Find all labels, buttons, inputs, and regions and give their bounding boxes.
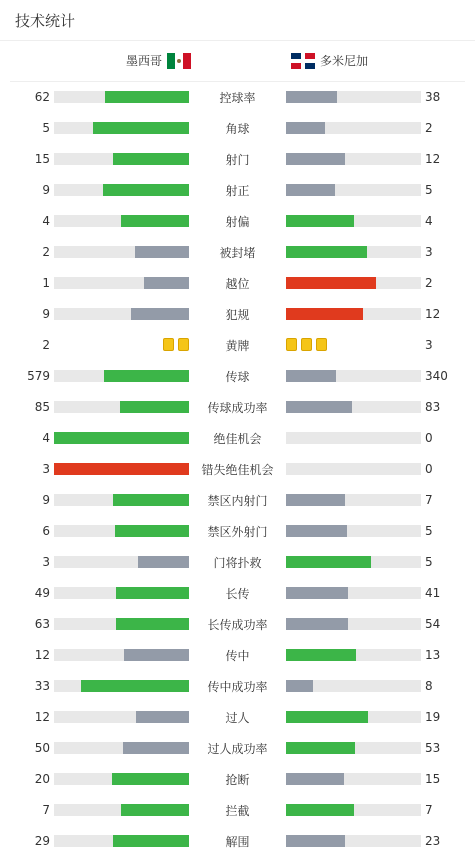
home-value: 12: [34, 648, 50, 662]
home-bar-track: [54, 91, 189, 103]
page-title: 技术统计: [15, 12, 76, 30]
home-bar-fill: [124, 649, 189, 661]
away-bar-track: [286, 494, 421, 506]
stat-label: 犯规: [225, 308, 250, 322]
stat-label: 拦截: [225, 804, 250, 818]
away-value: 5: [425, 524, 433, 538]
away-bar-fill: [286, 215, 354, 227]
away-bar-track: [286, 122, 421, 134]
away-value: 0: [425, 462, 433, 476]
stat-row: [0, 299, 475, 330]
stat-row: [0, 578, 475, 609]
home-bar-track: [54, 525, 189, 537]
away-bar-track: [286, 680, 421, 692]
away-bar-track: [286, 525, 421, 537]
home-value: 63: [34, 617, 50, 631]
stat-label: 越位: [225, 277, 250, 291]
away-bar-track: [286, 742, 421, 754]
away-value: 54: [425, 617, 441, 631]
stat-label: 射偏: [225, 215, 250, 229]
yellow-card-icon: [178, 338, 189, 351]
away-value: 340: [425, 369, 448, 383]
stat-row: [0, 764, 475, 795]
home-bar-track: [54, 587, 189, 599]
home-value: 62: [34, 90, 50, 104]
home-bar-fill: [123, 742, 189, 754]
away-bar-track: [286, 773, 421, 785]
yellow-card-icon: [301, 338, 312, 351]
home-value: 12: [34, 710, 50, 724]
stat-row: [0, 237, 475, 268]
away-value: 5: [425, 555, 433, 569]
home-bar-track: [54, 308, 189, 320]
stat-label: 长传成功率: [207, 618, 268, 632]
away-bar-track: [286, 587, 421, 599]
stat-row: [0, 516, 475, 547]
away-value: 2: [425, 276, 433, 290]
stat-row: [0, 640, 475, 671]
home-bar-track: [54, 835, 189, 847]
yellow-card-icon: [316, 338, 327, 351]
stat-label: 射门: [225, 153, 250, 167]
yellow-card-icon: [163, 338, 174, 351]
away-value: 4: [425, 214, 433, 228]
home-bar-fill: [54, 432, 189, 444]
away-value: 13: [425, 648, 441, 662]
away-value: 41: [425, 586, 441, 600]
home-bar-fill: [131, 308, 189, 320]
away-bar-track: [286, 804, 421, 816]
dominican-republic-flag-icon: [291, 53, 315, 69]
away-bar-fill: [286, 153, 345, 165]
stat-label: 黄牌: [225, 339, 250, 353]
home-bar-track: [54, 618, 189, 630]
stat-row: [0, 671, 475, 702]
stat-row: [0, 113, 475, 144]
stat-label: 被封堵: [219, 246, 256, 260]
home-bar-fill: [104, 370, 189, 382]
home-bar-fill: [54, 463, 189, 475]
away-bar-fill: [286, 525, 347, 537]
away-bar-track: [286, 370, 421, 382]
home-value: 2: [42, 338, 50, 352]
away-bar-track: [286, 277, 421, 289]
away-bar-track: [286, 91, 421, 103]
away-bar-fill: [286, 246, 367, 258]
away-bar-fill: [286, 649, 356, 661]
away-bar-track: [286, 711, 421, 723]
home-bar-track: [54, 432, 189, 444]
home-bar-fill: [138, 556, 189, 568]
stat-label: 射正: [225, 184, 250, 198]
stat-row: [0, 423, 475, 454]
away-bar-track: [286, 432, 421, 444]
stat-row: [0, 733, 475, 764]
home-value: 29: [34, 834, 50, 848]
away-value: 12: [425, 307, 441, 321]
yellow-card-icon: [286, 338, 297, 351]
away-bar-fill: [286, 773, 344, 785]
home-value: 33: [34, 679, 50, 693]
home-value: 5: [42, 121, 50, 135]
home-bar-fill: [113, 153, 189, 165]
home-bar-track: [54, 773, 189, 785]
home-team-name: 墨西哥: [126, 54, 163, 68]
home-bar-fill: [136, 711, 189, 723]
home-bar-track: [54, 556, 189, 568]
away-value: 19: [425, 710, 441, 724]
home-value: 20: [34, 772, 50, 786]
home-value: 50: [34, 741, 50, 755]
home-value: 3: [42, 462, 50, 476]
home-bar-fill: [144, 277, 189, 289]
home-bar-track: [54, 122, 189, 134]
stat-label: 角球: [225, 122, 250, 136]
stat-label: 控球率: [219, 91, 256, 105]
stat-label: 错失绝佳机会: [201, 463, 274, 477]
home-bar-fill: [135, 246, 189, 258]
home-bar-track: [54, 246, 189, 258]
home-bar-track: [54, 153, 189, 165]
home-bar-track: [54, 711, 189, 723]
home-value: 3: [42, 555, 50, 569]
away-bar-fill: [286, 370, 336, 382]
mexico-flag-icon: [167, 53, 191, 69]
away-bar-track: [286, 649, 421, 661]
home-value: 2: [42, 245, 50, 259]
away-bar-fill: [286, 618, 348, 630]
home-value: 1: [42, 276, 50, 290]
home-bar-track: [54, 804, 189, 816]
away-bar-track: [286, 835, 421, 847]
home-bar-fill: [93, 122, 189, 134]
away-bar-fill: [286, 556, 371, 568]
away-bar-fill: [286, 122, 325, 134]
home-bar-fill: [112, 773, 189, 785]
home-value: 579: [27, 369, 50, 383]
away-value: 7: [425, 493, 433, 507]
home-value: 9: [42, 493, 50, 507]
away-bar-fill: [286, 401, 352, 413]
home-yellow-cards: [163, 338, 189, 351]
away-bar-fill: [286, 587, 348, 599]
away-value: 53: [425, 741, 441, 755]
away-bar-track: [286, 153, 421, 165]
away-value: 2: [425, 121, 433, 135]
stat-row: [0, 454, 475, 485]
home-bar-fill: [121, 804, 189, 816]
away-bar-fill: [286, 308, 363, 320]
away-value: 3: [425, 338, 433, 352]
stat-row: [0, 702, 475, 733]
away-bar-fill: [286, 835, 345, 847]
home-bar-fill: [81, 680, 189, 692]
home-bar-track: [54, 215, 189, 227]
stat-row: [0, 330, 475, 361]
stat-label: 门将扑救: [213, 556, 262, 570]
stat-row: [0, 826, 475, 857]
away-bar-fill: [286, 184, 335, 196]
stat-row: [0, 795, 475, 826]
home-bar-track: [54, 649, 189, 661]
home-value: 4: [42, 431, 50, 445]
home-value: 9: [42, 183, 50, 197]
away-value: 8: [425, 679, 433, 693]
away-bar-fill: [286, 91, 337, 103]
away-bar-fill: [286, 742, 355, 754]
home-bar-fill: [115, 525, 189, 537]
stat-row: [0, 609, 475, 640]
away-bar-track: [286, 618, 421, 630]
home-bar-track: [54, 463, 189, 475]
home-team: [126, 52, 191, 69]
away-value: 7: [425, 803, 433, 817]
home-value: 9: [42, 307, 50, 321]
stat-row: [0, 175, 475, 206]
stat-label: 禁区内射门: [207, 494, 268, 508]
stat-label: 长传: [225, 587, 250, 601]
home-bar-fill: [113, 494, 189, 506]
stat-label: 禁区外射门: [207, 525, 268, 539]
away-yellow-cards: [286, 338, 327, 351]
stat-row: [0, 361, 475, 392]
away-team-name: 多米尼加: [320, 54, 369, 68]
stat-label: 过人: [225, 711, 250, 725]
home-bar-fill: [103, 184, 189, 196]
stat-label: 过人成功率: [207, 742, 268, 756]
stat-label: 绝佳机会: [213, 432, 262, 446]
stat-row: [0, 268, 475, 299]
home-bar-track: [54, 680, 189, 692]
home-bar-track: [54, 494, 189, 506]
stats-header: [0, 0, 475, 41]
home-bar-fill: [116, 618, 189, 630]
home-bar-track: [54, 401, 189, 413]
home-bar-track: [54, 742, 189, 754]
stat-label: 传中成功率: [207, 680, 268, 694]
stat-label: 传球: [225, 370, 250, 384]
away-bar-track: [286, 246, 421, 258]
stat-row: [0, 206, 475, 237]
away-bar-fill: [286, 804, 354, 816]
home-bar-fill: [121, 215, 189, 227]
teams-header: [10, 41, 465, 82]
away-value: 38: [425, 90, 441, 104]
away-bar-track: [286, 556, 421, 568]
home-bar-fill: [120, 401, 189, 413]
home-bar-fill: [105, 91, 189, 103]
stat-row: [0, 82, 475, 113]
away-bar-track: [286, 308, 421, 320]
away-bar-fill: [286, 494, 345, 506]
stat-label: 传球成功率: [207, 401, 268, 415]
stat-row: [0, 485, 475, 516]
away-value: 0: [425, 431, 433, 445]
away-value: 23: [425, 834, 441, 848]
home-bar-track: [54, 277, 189, 289]
home-value: 15: [34, 152, 50, 166]
stats-list: [0, 82, 475, 857]
stat-row: [0, 144, 475, 175]
home-value: 7: [42, 803, 50, 817]
away-bar-track: [286, 463, 421, 475]
home-value: 6: [42, 524, 50, 538]
away-value: 15: [425, 772, 441, 786]
home-value: 49: [34, 586, 50, 600]
stat-row: [0, 547, 475, 578]
away-value: 3: [425, 245, 433, 259]
away-bar-track: [286, 215, 421, 227]
away-bar-fill: [286, 277, 376, 289]
home-bar-fill: [116, 587, 189, 599]
away-value: 5: [425, 183, 433, 197]
stat-label: 解围: [225, 835, 250, 849]
away-value: 12: [425, 152, 441, 166]
home-value: 85: [34, 400, 50, 414]
home-bar-fill: [113, 835, 189, 847]
stat-row: [0, 392, 475, 423]
home-bar-track: [54, 184, 189, 196]
stat-label: 传中: [225, 649, 250, 663]
home-bar-track: [54, 370, 189, 382]
stat-label: 抢断: [225, 773, 250, 787]
away-bar-fill: [286, 711, 368, 723]
away-bar-fill: [286, 680, 313, 692]
away-value: 83: [425, 400, 441, 414]
away-team: [291, 52, 368, 69]
home-value: 4: [42, 214, 50, 228]
away-bar-track: [286, 401, 421, 413]
away-bar-track: [286, 184, 421, 196]
